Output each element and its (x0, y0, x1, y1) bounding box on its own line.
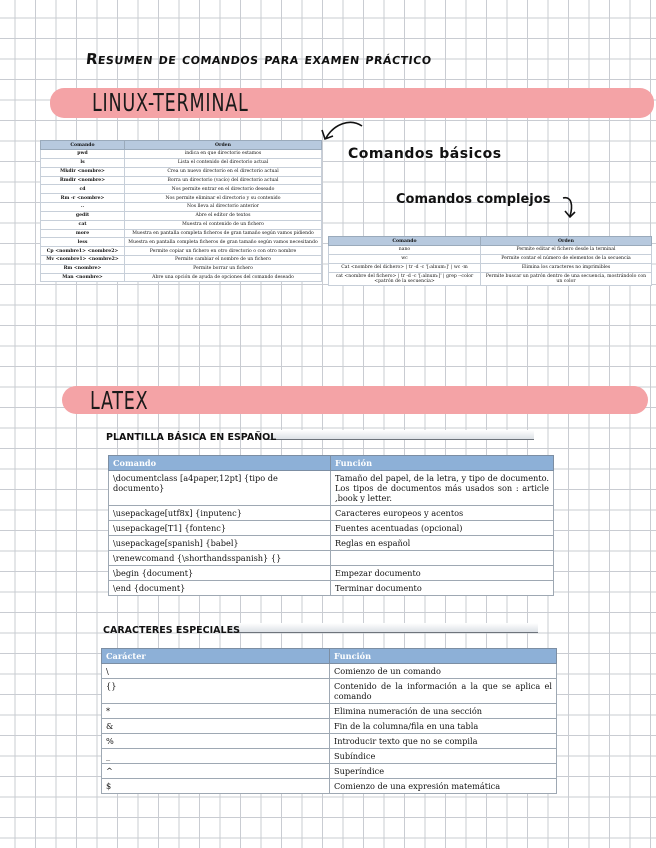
complex-commands-label: Comandos complejos (396, 192, 551, 207)
description-cell: Nos permite entrar en el directorio deseado (125, 185, 322, 194)
table-row (109, 581, 554, 596)
description-cell: Abre el editor de textos (125, 211, 322, 220)
command-cell: \ (102, 664, 330, 679)
section-divider (268, 430, 534, 440)
table-row (109, 506, 554, 521)
description-cell: Fin de la columna/fila en una tabla (330, 719, 557, 734)
command-cell: \usepackage[utf8x] {inputenc} (109, 506, 331, 521)
complex-commands-table (328, 236, 652, 286)
description-cell: Introducir texto que no se compila (330, 734, 557, 749)
command-cell: Mv <nombre1> <nombre2> (41, 255, 125, 264)
column-header: Función (331, 456, 554, 471)
table-row (329, 254, 652, 263)
table-row (329, 246, 652, 255)
command-cell: ls (41, 158, 125, 167)
command-cell: _ (102, 749, 330, 764)
command-cell: * (102, 704, 330, 719)
table-row (102, 749, 557, 764)
command-cell: cat <nombre del fichero> | tr -d -c '[:alnum:]' | grep --color <patrón de la secuencia> (329, 272, 481, 286)
command-cell: more (41, 229, 125, 238)
command-cell: pwd (41, 150, 125, 159)
description-cell: Borra un directorio (vacío) del directorio actual (125, 176, 322, 185)
linux-section-title: LINUX-TERMINAL (92, 88, 249, 117)
command-cell: \usepackage[spanish] {babel} (109, 536, 331, 551)
basic-commands-table (40, 140, 322, 282)
description-cell (331, 551, 554, 566)
column-header: Función (330, 649, 557, 664)
command-cell: wc (329, 254, 481, 263)
page-title: Resumen de comandos para examen práctico (85, 50, 433, 68)
command-cell: Man <nombre> (41, 273, 125, 282)
command-cell: cd (41, 185, 125, 194)
description-cell: Comienzo de un comando (330, 664, 557, 679)
description-cell: Permite cambiar el nombre de un fichero (125, 255, 322, 264)
command-cell: Cp <nombre1> <nombre2> (41, 247, 125, 256)
description-cell: Caracteres europeos y acentos (331, 506, 554, 521)
command-cell: $ (102, 779, 330, 794)
table-row (109, 471, 554, 506)
command-cell: & (102, 719, 330, 734)
command-cell: \begin {document} (109, 566, 331, 581)
command-cell: {} (102, 679, 330, 704)
table-row (102, 719, 557, 734)
column-header: Comando (109, 456, 331, 471)
command-cell: gedit (41, 211, 125, 220)
curved-down-arrow-icon (560, 194, 580, 222)
table-row (41, 220, 322, 229)
table-row (41, 194, 322, 203)
table-row (41, 255, 322, 264)
table-row (41, 158, 322, 167)
command-cell: nano (329, 246, 481, 255)
description-cell: Permite buscar un patrón dentro de una secuencia, mostrándolo con un color (481, 272, 652, 286)
description-cell: Muestra en pantalla completa ficheros de gran tamaño según vamos necesitando (125, 238, 322, 247)
description-cell: Reglas en español (331, 536, 554, 551)
latex-section-title: LATEX (90, 386, 149, 415)
caracteres-table (101, 648, 557, 794)
table-row (41, 185, 322, 194)
command-cell: \renewcomand {\shorthandsspanish} {} (109, 551, 331, 566)
table-row (102, 764, 557, 779)
description-cell: Tamaño del papel, de la letra, y tipo de documento. Los tipos de documentos más usados son : article ,book y letter. (331, 471, 554, 506)
description-cell: Comienzo de una expresión matemática (330, 779, 557, 794)
basic-commands-label: Comandos básicos (348, 146, 502, 162)
table-row (329, 272, 652, 286)
command-cell: \documentclass [a4paper,12pt] {tipo de documento} (109, 471, 331, 506)
description-cell: Crea un nuevo directorio en el directorio actual (125, 167, 322, 176)
command-cell: % (102, 734, 330, 749)
table-row (109, 551, 554, 566)
command-cell: ^ (102, 764, 330, 779)
command-cell: less (41, 238, 125, 247)
table-row (109, 521, 554, 536)
table-row (102, 779, 557, 794)
command-cell: Rm -r <nombre> (41, 194, 125, 203)
description-cell: Abre una opción de ayuda de opciones del comando deseado (125, 273, 322, 282)
description-cell: Permite copiar un fichero en otro directorio o con otro nombre (125, 247, 322, 256)
table-row (41, 273, 322, 282)
description-cell: Elimina los caracteres no imprimibles (481, 263, 652, 272)
description-cell: Lista el contenido del directorio actual (125, 158, 322, 167)
table-row (109, 566, 554, 581)
description-cell: indica en que directorio estamos (125, 150, 322, 159)
table-row (102, 704, 557, 719)
table-row (109, 536, 554, 551)
description-cell: Muestra en pantalla completa ficheros de gran tamaño según vamos pidiendo (125, 229, 322, 238)
plantilla-table (108, 455, 554, 596)
command-cell: \end {document} (109, 581, 331, 596)
caracteres-heading: CARACTERES ESPECIALES (103, 625, 240, 636)
description-cell: Fuentes acentuadas (opcional) (331, 521, 554, 536)
section-divider (230, 623, 538, 633)
command-cell: Mkdir <nombre> (41, 167, 125, 176)
table-row (41, 203, 322, 212)
description-cell: Permite editar el fichero desde la terminal (481, 246, 652, 255)
description-cell: Nos lleva al directorio anterior (125, 203, 322, 212)
description-cell: Elimina numeración de una sección (330, 704, 557, 719)
table-row (41, 229, 322, 238)
column-header: Comando (41, 141, 125, 150)
table-row (102, 679, 557, 704)
curved-arrow-icon (318, 120, 364, 144)
plantilla-heading: PLANTILLA BÁSICA EN ESPAÑOL (106, 432, 277, 443)
table-row (41, 211, 322, 220)
description-cell: Empezar documento (331, 566, 554, 581)
description-cell: Terminar documento (331, 581, 554, 596)
command-cell: cat (41, 220, 125, 229)
description-cell: Superíndice (330, 764, 557, 779)
table-row (41, 150, 322, 159)
column-header: Carácter (102, 649, 330, 664)
table-row (102, 734, 557, 749)
column-header: Orden (481, 237, 652, 246)
table-row (41, 238, 322, 247)
table-row (329, 263, 652, 272)
column-header: Orden (125, 141, 322, 150)
table-row (41, 264, 322, 273)
table-row (102, 664, 557, 679)
table-row (41, 176, 322, 185)
description-cell: Subíndice (330, 749, 557, 764)
command-cell: Rmdir <nombre> (41, 176, 125, 185)
table-row (41, 247, 322, 256)
description-cell: Permite contar el número de elementos de la secuencia (481, 254, 652, 263)
table-row (41, 167, 322, 176)
description-cell: Muestra el contenido de un fichero (125, 220, 322, 229)
command-cell: \usepackage[T1] {fontenc} (109, 521, 331, 536)
column-header: Comando (329, 237, 481, 246)
command-cell: Rm <nombre> (41, 264, 125, 273)
command-cell: .. (41, 203, 125, 212)
description-cell: Contenido de la información a la que se aplica el comando (330, 679, 557, 704)
description-cell: Permite borrar un fichero (125, 264, 322, 273)
command-cell: Cat <nombre del dichero> | tr -d -c '[:alnum:]' | wc -m (329, 263, 481, 272)
latex-banner-highlight (62, 386, 648, 414)
description-cell: Nos permite eliminar el directorio y su contenido (125, 194, 322, 203)
